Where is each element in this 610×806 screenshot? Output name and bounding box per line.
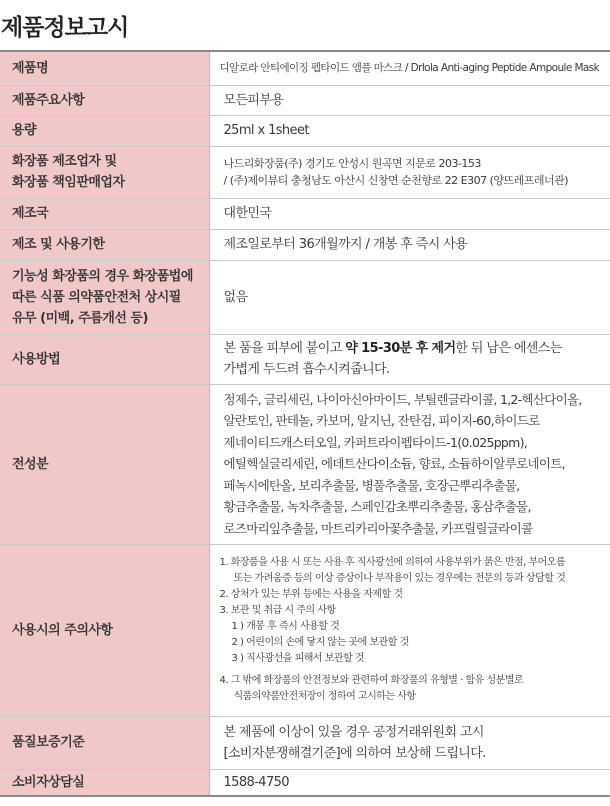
usage-text-pre: 본 품을 피부에 붙이고 — [223, 341, 346, 356]
value-caution — [209, 544, 610, 716]
caution-item: 4. 그 밖에 화장품의 안전정보와 관련하여 화장품의 유형별 · 함유 성분별로 — [219, 675, 524, 686]
label-volume: 용량 — [0, 115, 209, 146]
ingredient-line: 제네이티드캐스터오일, 카퍼트라이펩타이드-1(0.025ppm), — [223, 434, 528, 450]
caution-item: 2 ) 어린이의 손에 닿지 않는 곳에 보관할 것 — [231, 637, 409, 648]
label-functional-line-2: 따른 식품 의약품안전처 상시필 — [12, 289, 181, 305]
table-row-maker — [0, 146, 610, 198]
value-maker-line-2: / (주)제이뷰티 충청남도 아산시 신창면 순천향로 22 E307 (양뜨레프레너관) — [223, 174, 569, 187]
label-ingredients: 전성분 — [0, 384, 209, 544]
label-maker-line-2: 화장품 책임판매업자 — [12, 175, 125, 190]
table-row-functional — [0, 260, 610, 334]
value-quality-line-2: [소비자분쟁해결기준]에 의하여 보상해 드립니다. — [223, 745, 486, 761]
table-row-usage — [0, 334, 610, 384]
value-maker-line-1: 나드리화장품(주) 경기도 안성시 원곡면 지문로 203-153 — [223, 157, 481, 170]
ingredient-line: 페녹시에탄올, 보리추출물, 병풀추출물, 호장근뿌리추출물, — [223, 477, 520, 493]
table-row-country — [0, 198, 610, 229]
value-functional: 없음 — [209, 260, 610, 334]
table-row-volume — [0, 115, 610, 146]
table-row-expiry — [0, 229, 610, 260]
product-info-table — [0, 50, 610, 797]
value-consumer: 1588-4750 — [223, 774, 289, 790]
value-quality — [209, 716, 610, 769]
label-product-name: 제품명 — [0, 51, 209, 85]
caution-item: 또는 가려움증 등의 이상 증상이나 부작용이 있는 경우에는 전문의 등과 상담할 것 — [233, 573, 566, 584]
label-country: 제조국 — [0, 198, 209, 229]
label-functional-line-3: 유무 (미백, 주름개선 등) — [12, 310, 148, 326]
value-ingredients — [209, 384, 610, 544]
value-maker — [209, 146, 610, 198]
value-main-spec: 모든피부용 — [209, 85, 610, 115]
value-usage — [209, 334, 610, 384]
label-maker-line-1: 화장품 제조업자 및 — [12, 154, 117, 169]
ingredient-line: 알란토인, 판테놀, 카보머, 알지닌, 잔탄검, 피이지-60,하이드로 — [223, 413, 540, 429]
value-expiry: 제조일로부터 36개월까지 / 개봉 후 즉시 사용 — [209, 229, 610, 260]
label-usage: 사용방법 — [0, 334, 209, 384]
label-consumer: 소비자상담실 — [0, 769, 209, 796]
ingredient-line: 황금추출물, 녹차추출물, 스페인감초뿌리추출물, 홍삼추출물, — [223, 499, 531, 515]
table-row-name — [0, 51, 610, 85]
label-maker — [0, 146, 209, 198]
table-row-main-spec — [0, 85, 610, 115]
label-functional — [0, 260, 209, 334]
value-usage-line-2: 가볍게 두드려 흡수시켜줍니다. — [223, 362, 390, 377]
usage-text-bold: 약 15-30분 후 제거 — [345, 341, 456, 356]
value-volume: 25ml x 1sheet — [209, 115, 610, 146]
table-row-consumer — [0, 769, 610, 796]
caution-item: 3. 보관 및 취급 시 주의 사항 — [219, 605, 336, 616]
table-row-quality — [0, 716, 610, 769]
caution-item: 2. 상처가 있는 부위 등에는 사용을 자제할 것 — [219, 589, 403, 600]
usage-text-post: 한 뒤 남은 에센스는 — [455, 341, 562, 356]
page-title: 제품정보고시 — [1, 15, 129, 41]
label-expiry: 제조 및 사용기한 — [0, 229, 209, 260]
ingredient-line: 정제수, 글리세린, 나이아신아마이드, 부틸렌글라이콜, 1,2-헥산다이올, — [223, 391, 582, 407]
label-main-spec: 제품주요사항 — [0, 85, 209, 115]
caution-item: 1 ) 개봉 후 즉시 사용할 것 — [231, 621, 340, 632]
table-row-caution — [0, 544, 610, 716]
label-quality: 품질보증기준 — [0, 716, 209, 769]
table-row-ingredients — [0, 384, 610, 544]
caution-item: 식품의약품안전처장이 정하여 고시하는 사항 — [233, 691, 416, 702]
caution-item: 3 ) 직사광선을 피해서 보관할 것 — [231, 653, 365, 664]
ingredient-line: 에틸헥실글리세린, 에데트산다이소듐, 향료, 소듐하이알루로네이트, — [223, 456, 565, 472]
label-functional-line-1: 기능성 화장품의 경우 화장품법에 — [12, 268, 193, 284]
value-usage-line-1 — [224, 338, 607, 359]
ingredient-line: 로즈마리잎추출물, 마트리카리아꽃추출물, 카프릴릴글라이콜 — [223, 520, 533, 536]
value-country: 대한민국 — [209, 198, 610, 229]
caution-item: 1. 화장품을 사용 시 또는 사용 후 직사광선에 의하여 사용부위가 붉은 반점, 부어오름 — [219, 557, 566, 568]
value-product-name: 디알로라 안티에이징 펩타이드 앰플 마스크 / Drlola Anti-aging Peptide Ampoule Mask — [209, 51, 610, 85]
label-caution: 사용시의 주의사항 — [0, 544, 209, 716]
value-quality-line-1: 본 제품에 이상이 있을 경우 공정거래위원회 고시 — [223, 724, 484, 740]
